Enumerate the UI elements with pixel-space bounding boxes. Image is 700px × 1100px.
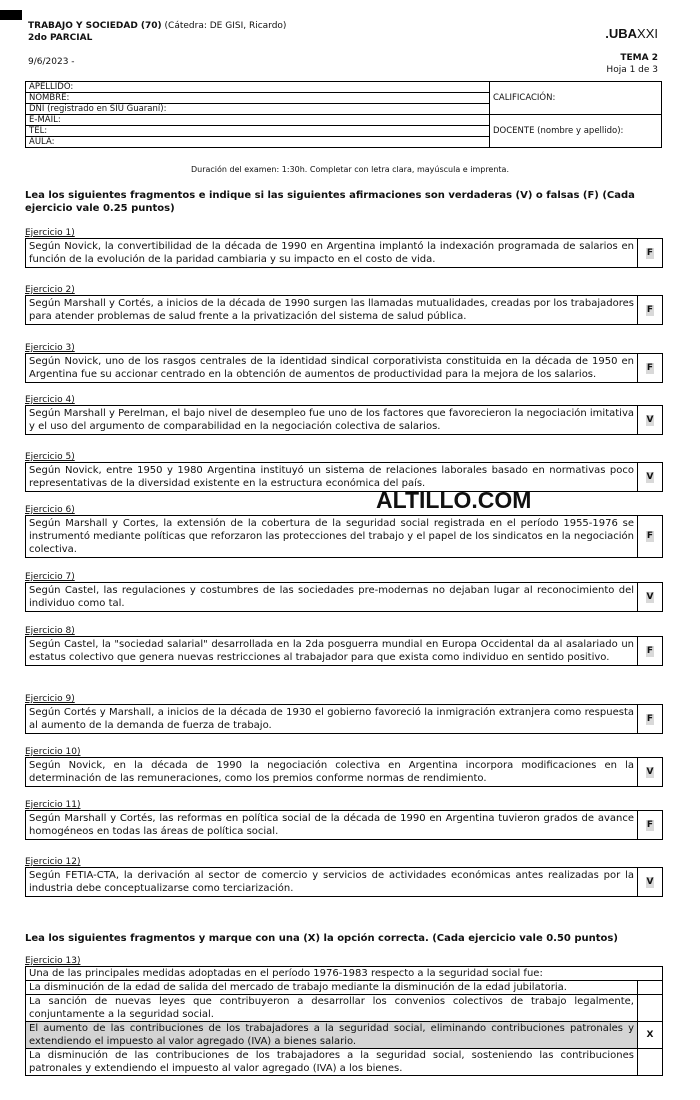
exercise-6 — [25, 505, 663, 558]
multiple-choice-table — [25, 966, 663, 1076]
answer-cell[interactable] — [637, 354, 662, 382]
answer-mark: F — [646, 304, 654, 315]
answer-cell[interactable] — [637, 296, 662, 324]
nombre-field[interactable]: NOMBRE: — [26, 93, 490, 104]
exercise-statement: Según Marshall y Cortés, a inicios de la década de 1990 surgen las llamadas mutualidades, creadas por los trabajadores para atender problemas de salud frente a la privatización del sistema de salud pública. — [29, 298, 634, 322]
exercise-label: Ejercicio 2) — [25, 285, 75, 295]
answer-mark: F — [646, 531, 654, 541]
mc-option-text-selected: El aumento de las contribuciones de los trabajadores a la seguridad social, eliminando contribuciones patronales y extendiendo el impuesto al valor agregado (IVA) a bienes salario. — [26, 1022, 638, 1049]
mc-option — [26, 981, 663, 995]
mc-option-text: La disminución de la edad de salida del mercado de trabajo mediante la disminución de la edad jubilatoria. — [26, 981, 638, 995]
exercise-13 — [25, 956, 663, 1076]
answer-cell[interactable] — [637, 239, 662, 267]
mc-option-text: La disminución de las contribuciones de los trabajadores a la seguridad social, sosteniendo las contribuciones patronales y extendiendo el impuesto al valor agregado (IVA) a los bienes. — [26, 1049, 638, 1076]
calificacion-field[interactable]: CALIFICACIÓN: — [490, 82, 662, 115]
answer-mark: F — [646, 362, 654, 373]
exercise-label: Ejercicio 1) — [25, 228, 75, 238]
exercise-label: Ejercicio 8) — [25, 626, 75, 636]
exercise-label: Ejercicio 7) — [25, 572, 75, 582]
exercise-11 — [25, 800, 663, 840]
docente-field[interactable]: DOCENTE (nombre y apellido): — [490, 115, 662, 148]
mc-question: Una de las principales medidas adoptadas en el período 1976-1983 respecto a la seguridad social fue: — [26, 967, 663, 981]
answer-cell[interactable] — [637, 516, 662, 557]
exercise-1 — [25, 228, 663, 268]
exercise-label: Ejercicio 13) — [25, 956, 81, 966]
answer-mark: F — [646, 645, 654, 656]
mc-option-box[interactable] — [638, 995, 663, 1022]
dni-field[interactable]: DNI (registrado en SIU Guaraní): — [26, 104, 490, 115]
tel-field[interactable]: TEL: — [26, 126, 490, 137]
catedra: (Cátedra: DE GISI, Ricardo) — [164, 21, 287, 31]
answer-mark: F — [646, 713, 654, 724]
answer-cell[interactable] — [637, 758, 662, 786]
exercise-8 — [25, 626, 663, 666]
mc-option — [26, 995, 663, 1022]
email-field[interactable]: E-MAIL: — [26, 115, 490, 126]
exercise-statement: Según Novick, la convertibilidad de la década de 1990 en Argentina implantó la indexación programada de salarios en función de la evolución de la paridad cambiaria y su impacto en el costo de vida. — [29, 241, 634, 265]
section1-title: Lea los siguientes fragmentos e indique si las siguientes afirmaciones son verdaderas (V) o falsas (F) (Cada ejercicio vale 0.25 puntos) — [25, 190, 635, 214]
exercise-statement: Según Novick, entre 1950 y 1980 Argentina instituyó un sistema de relaciones laborales basado en normativas poco representativas de la diversidad existente en la estructura económica del país. — [29, 465, 634, 489]
answer-cell[interactable] — [637, 583, 662, 611]
exercise-statement: Según Novick, uno de los rasgos centrales de la identidad sindical corporativista constituida en la década de 1950 en Argentina fue su accionar centrado en la obtención de aumentos de productividad para la mejora de los salarios. — [29, 356, 634, 380]
exercise-label: Ejercicio 5) — [25, 452, 75, 462]
exercise-label: Ejercicio 4) — [25, 395, 75, 405]
course-name: TRABAJO Y SOCIEDAD (70) — [28, 21, 162, 31]
black-corner-tab — [0, 10, 22, 20]
exercise-statement: Según Cortés y Marshall, a inicios de la década de 1930 el gobierno favoreció la inmigración extranjera como respuesta al aumento de la demanda de fuerza de trabajo. — [29, 707, 634, 731]
altillo-watermark: ALTILLO.COM — [376, 487, 532, 513]
exam-date: 9/6/2023 - — [28, 57, 75, 67]
uba-xxi-logo: .UBAXXI — [605, 26, 658, 41]
answer-cell[interactable] — [637, 406, 662, 434]
answer-cell[interactable] — [637, 811, 662, 839]
exercise-label: Ejercicio 12) — [25, 857, 81, 867]
mc-option-box[interactable] — [638, 1049, 663, 1076]
exercise-12 — [25, 857, 663, 897]
mc-option-box[interactable] — [638, 981, 663, 995]
exercise-label: Ejercicio 10) — [25, 747, 81, 757]
answer-mark: V — [646, 471, 654, 482]
exam-duration-note: Duración del examen: 1:30h. Completar con letra clara, mayúscula e imprenta. — [190, 165, 510, 174]
aula-field[interactable]: AULA: — [26, 137, 490, 148]
exam-name: 2do PARCIAL — [28, 33, 93, 43]
tema-block — [606, 52, 658, 76]
answer-mark: V — [646, 414, 654, 425]
hoja-label: Hoja 1 de 3 — [606, 65, 658, 75]
answer-cell[interactable] — [637, 868, 662, 896]
exercise-9 — [25, 694, 663, 734]
section2-title: Lea los siguientes fragmentos y marque con una (X) la opción correcta. (Cada ejercicio vale 0.50 puntos) — [25, 933, 618, 944]
apellido-field[interactable]: APELLIDO: — [26, 82, 490, 93]
exercise-statement: Según Marshall y Perelman, el bajo nivel de desempleo fue uno de los factores que favorecieron la negociación imitativa y el uso del argumento de comparabilidad en la negociación colectiva de salarios. — [29, 408, 634, 432]
tema-label: TEMA 2 — [620, 53, 658, 63]
exercise-label: Ejercicio 11) — [25, 800, 81, 810]
exercise-5 — [25, 452, 663, 492]
answer-mark: V — [646, 766, 654, 777]
exercise-4 — [25, 395, 663, 435]
exercise-statement: Según Marshall y Cortés, las reformas en política social de la década de 1990 en Argentina tuvieron grados de avance homogéneos en todas las áreas de política social. — [29, 813, 634, 837]
exercise-statement: Según Castel, las regulaciones y costumbres de las sociedades pre-modernas no dejaban lugar al reconocimiento del individuo como tal. — [29, 585, 634, 609]
exercise-statement: Según Castel, la "sociedad salarial" desarrollada en la 2da posguerra mundial en Europa Occidental da al asalariado un estatus colectivo que genera nuevas restricciones al trabajador para que exista como individuo en sentido positivo. — [29, 639, 634, 663]
exercise-2 — [25, 285, 663, 325]
exercise-statement: Según FETIA-CTA, la derivación al sector de comercio y servicios de actividades económicas antes realizadas por la industria debe conceptualizarse como terciarización. — [29, 870, 634, 894]
mc-option — [26, 1022, 663, 1049]
answer-mark: V — [646, 876, 654, 887]
exercise-label: Ejercicio 3) — [25, 343, 75, 353]
answer-cell[interactable] — [637, 637, 662, 665]
mc-option — [26, 1049, 663, 1076]
exercise-3 — [25, 343, 663, 383]
answer-mark: F — [646, 247, 654, 258]
exercise-statement: Según Marshall y Cortes, la extensión de la cobertura de la seguridad social registrada en el período 1955-1976 se instrumentó mediante políticas que reforzaron las protecciones del trabajo y el papel de los sindicatos en la negociación colectiva. — [29, 518, 634, 555]
exercise-label: Ejercicio 9) — [25, 694, 75, 704]
answer-mark: V — [646, 591, 654, 602]
answer-mark: F — [646, 819, 654, 830]
exercise-statement: Según Novick, en la década de 1990 la negociación colectiva en Argentina incorpora modificaciones en la determinación de las remuneraciones, como los premios conforme normas de rendimiento. — [29, 760, 634, 784]
exam-header — [28, 20, 286, 44]
exercise-10 — [25, 747, 663, 787]
answer-cell[interactable] — [637, 705, 662, 733]
student-info-table — [25, 81, 662, 148]
mc-option-text: La sanción de nuevas leyes que contribuyeron a desarrollar los convenios colectivos de trabajo legalmente, conjuntamente a la seguridad social. — [26, 995, 638, 1022]
exercise-label: Ejercicio 6) — [25, 505, 75, 515]
mc-option-box-selected[interactable]: X — [638, 1022, 663, 1049]
answer-cell[interactable] — [637, 463, 662, 491]
exercise-7 — [25, 572, 663, 612]
